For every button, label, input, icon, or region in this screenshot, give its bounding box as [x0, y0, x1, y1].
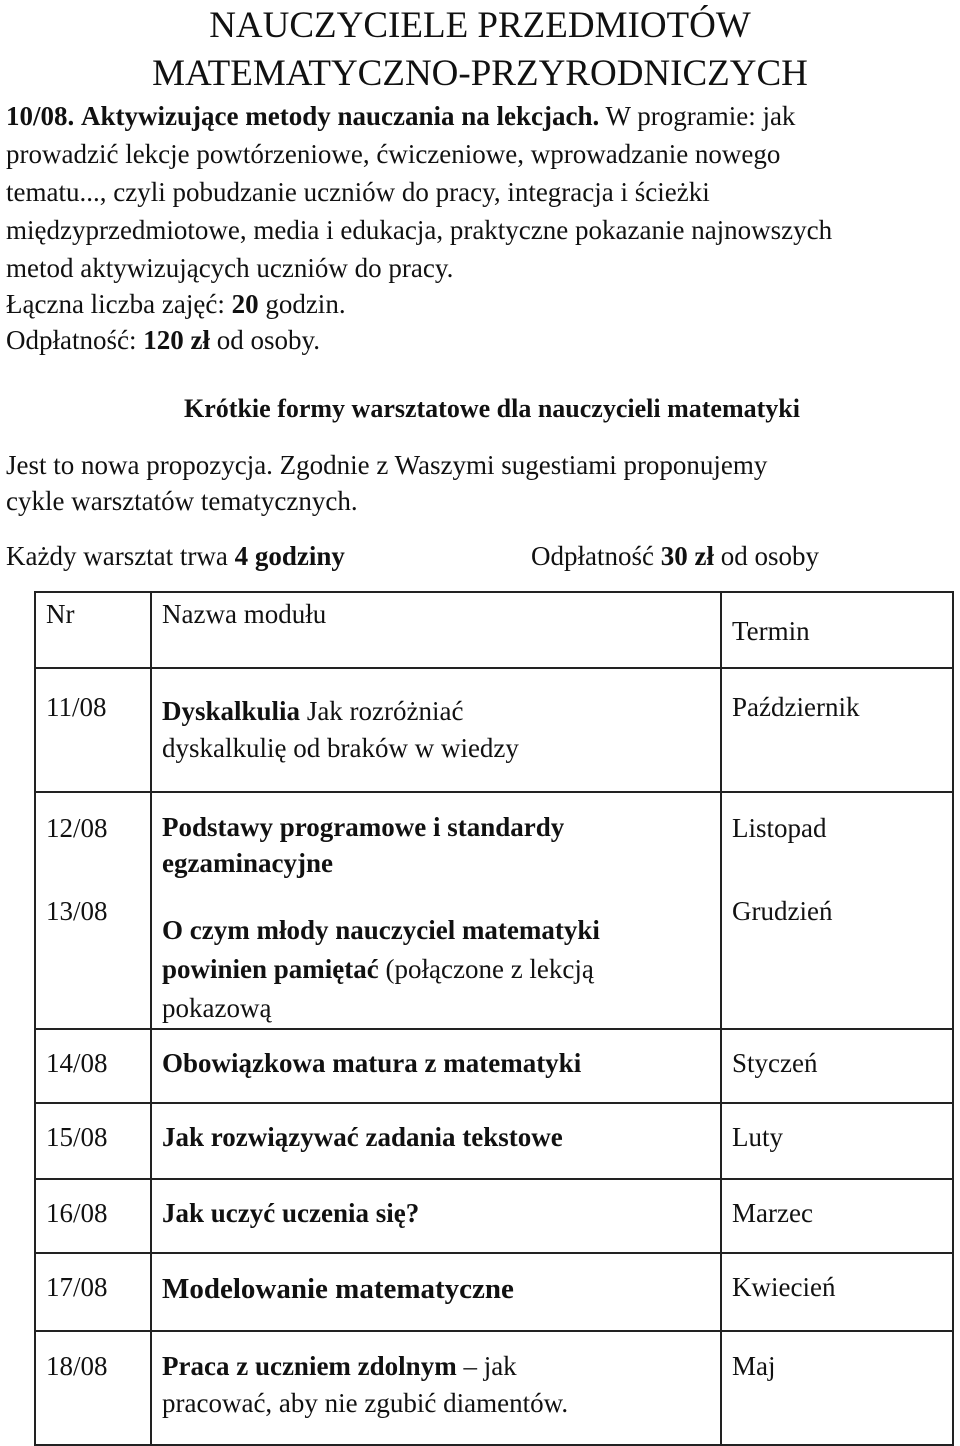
row-nr: 18/08 [35, 1331, 151, 1445]
intro-line-4: międzyprzedmiotowe, media i edukacja, praktyczne pokazanie najnowszych [6, 215, 833, 245]
workshop-duration-label: Każdy warsztat trwa [6, 541, 228, 571]
row-term: Kwiecień [721, 1253, 953, 1331]
course-title: Aktywizujące metody nauczania na lekcjach. [81, 101, 600, 131]
row-term: Styczeń [721, 1029, 953, 1103]
total-hours-value: 20 [231, 289, 259, 319]
row-title-bold: O czym młody nauczyciel matematyki [162, 915, 600, 945]
row-title [151, 792, 721, 881]
row-title-bold: Dyskalkulia [162, 696, 301, 726]
row-title-text: – jak [456, 1351, 517, 1381]
intro-line-2: prowadzić lekcje powtórzeniowe, ćwiczeniowe, wprowadzanie nowego [6, 139, 781, 169]
table-row [35, 1029, 953, 1103]
intro-text: W programie: jak [605, 101, 796, 131]
row-title-bold: Praca z uczniem zdolnym [162, 1351, 457, 1381]
row-title [151, 1103, 721, 1179]
row-nr: 17/08 [35, 1253, 151, 1331]
row-title-bold: powinien pamiętać [162, 954, 379, 984]
row-title-text: dyskalkulię od braków w wiedzy [162, 733, 519, 763]
row-term: Listopad [721, 792, 953, 881]
row-title-text: (połączone z lekcją [378, 954, 594, 984]
course-fee-unit: od osoby. [216, 325, 320, 355]
course-fee-label: Odpłatność: [6, 325, 137, 355]
row-title [151, 1029, 721, 1103]
intro-line-3: tematu..., czyli pobudzanie uczniów do pracy, integracja i ścieżki [6, 177, 710, 207]
page-title-line-1: NAUCZYCIELE PRZEDMIOTÓW [209, 5, 751, 46]
row-nr: 11/08 [35, 668, 151, 792]
intro-line-1 [6, 98, 795, 134]
row-title-bold: Obowiązkowa matura z matematyki [162, 1048, 582, 1078]
total-hours-label: Łączna liczba zajęć: [6, 289, 225, 319]
table-row [35, 1103, 953, 1179]
page-title-line-2: MATEMATYCZNO-PRZYRODNICZYCH [152, 53, 808, 94]
header-nr: Nr [35, 592, 151, 668]
row-term: Grudzień [721, 881, 953, 1029]
workshop-fee-label: Odpłatność [531, 541, 654, 571]
row-title [151, 1331, 721, 1445]
table-row [35, 668, 953, 792]
workshops-heading: Krótkie formy warsztatowe dla nauczycieli matematyki [184, 394, 800, 423]
course-code: 10/08. [6, 101, 75, 131]
row-nr: 15/08 [35, 1103, 151, 1179]
row-title [151, 1179, 721, 1253]
workshop-duration-value: 4 godziny [234, 541, 345, 571]
table-row [35, 881, 953, 1029]
row-nr: 13/08 [35, 881, 151, 1029]
row-title-text: Jak rozróżniać [300, 696, 464, 726]
row-title-bold: egzaminacyjne [162, 848, 333, 878]
row-term: Marzec [721, 1179, 953, 1253]
total-hours-unit: godzin. [265, 289, 346, 319]
workshop-fee-value: 30 zł [660, 541, 714, 571]
table-row [35, 1179, 953, 1253]
row-term: Październik [721, 668, 953, 792]
workshop-duration [6, 538, 345, 574]
table-row [35, 792, 953, 881]
workshop-fee [531, 538, 819, 574]
intro-line-5: metod aktywizujących uczniów do pracy. [6, 253, 454, 283]
row-title-text: pracować, aby nie zgubić diamentów. [162, 1388, 569, 1418]
header-name: Nazwa modułu [151, 592, 721, 668]
table-header-row [35, 592, 953, 668]
header-term: Termin [721, 592, 953, 668]
table-row [35, 1331, 953, 1445]
course-fee [6, 322, 320, 358]
row-title-bold: Jak rozwiązywać zadania tekstowe [162, 1122, 563, 1152]
row-title [151, 1253, 721, 1331]
workshops-desc-line-2: cykle warsztatów tematycznych. [6, 486, 358, 516]
row-term: Maj [721, 1331, 953, 1445]
row-title-bold: Jak uczyć uczenia się? [162, 1198, 420, 1228]
row-title-bold: Modelowanie matematyczne [162, 1273, 514, 1305]
row-title-text: pokazową [162, 993, 272, 1023]
workshop-fee-unit: od osoby [720, 541, 819, 571]
row-nr: 14/08 [35, 1029, 151, 1103]
row-nr: 16/08 [35, 1179, 151, 1253]
row-title-bold: Podstawy programowe i standardy [162, 812, 565, 842]
row-term: Luty [721, 1103, 953, 1179]
row-nr: 12/08 [35, 792, 151, 881]
modules-table [34, 591, 954, 1446]
total-hours [6, 286, 346, 322]
workshops-desc-line-1: Jest to nowa propozycja. Zgodnie z Waszymi sugestiami proponujemy [6, 450, 768, 480]
row-title [151, 881, 721, 1029]
row-title [151, 668, 721, 792]
course-fee-value: 120 zł [143, 325, 210, 355]
table-row [35, 1253, 953, 1331]
